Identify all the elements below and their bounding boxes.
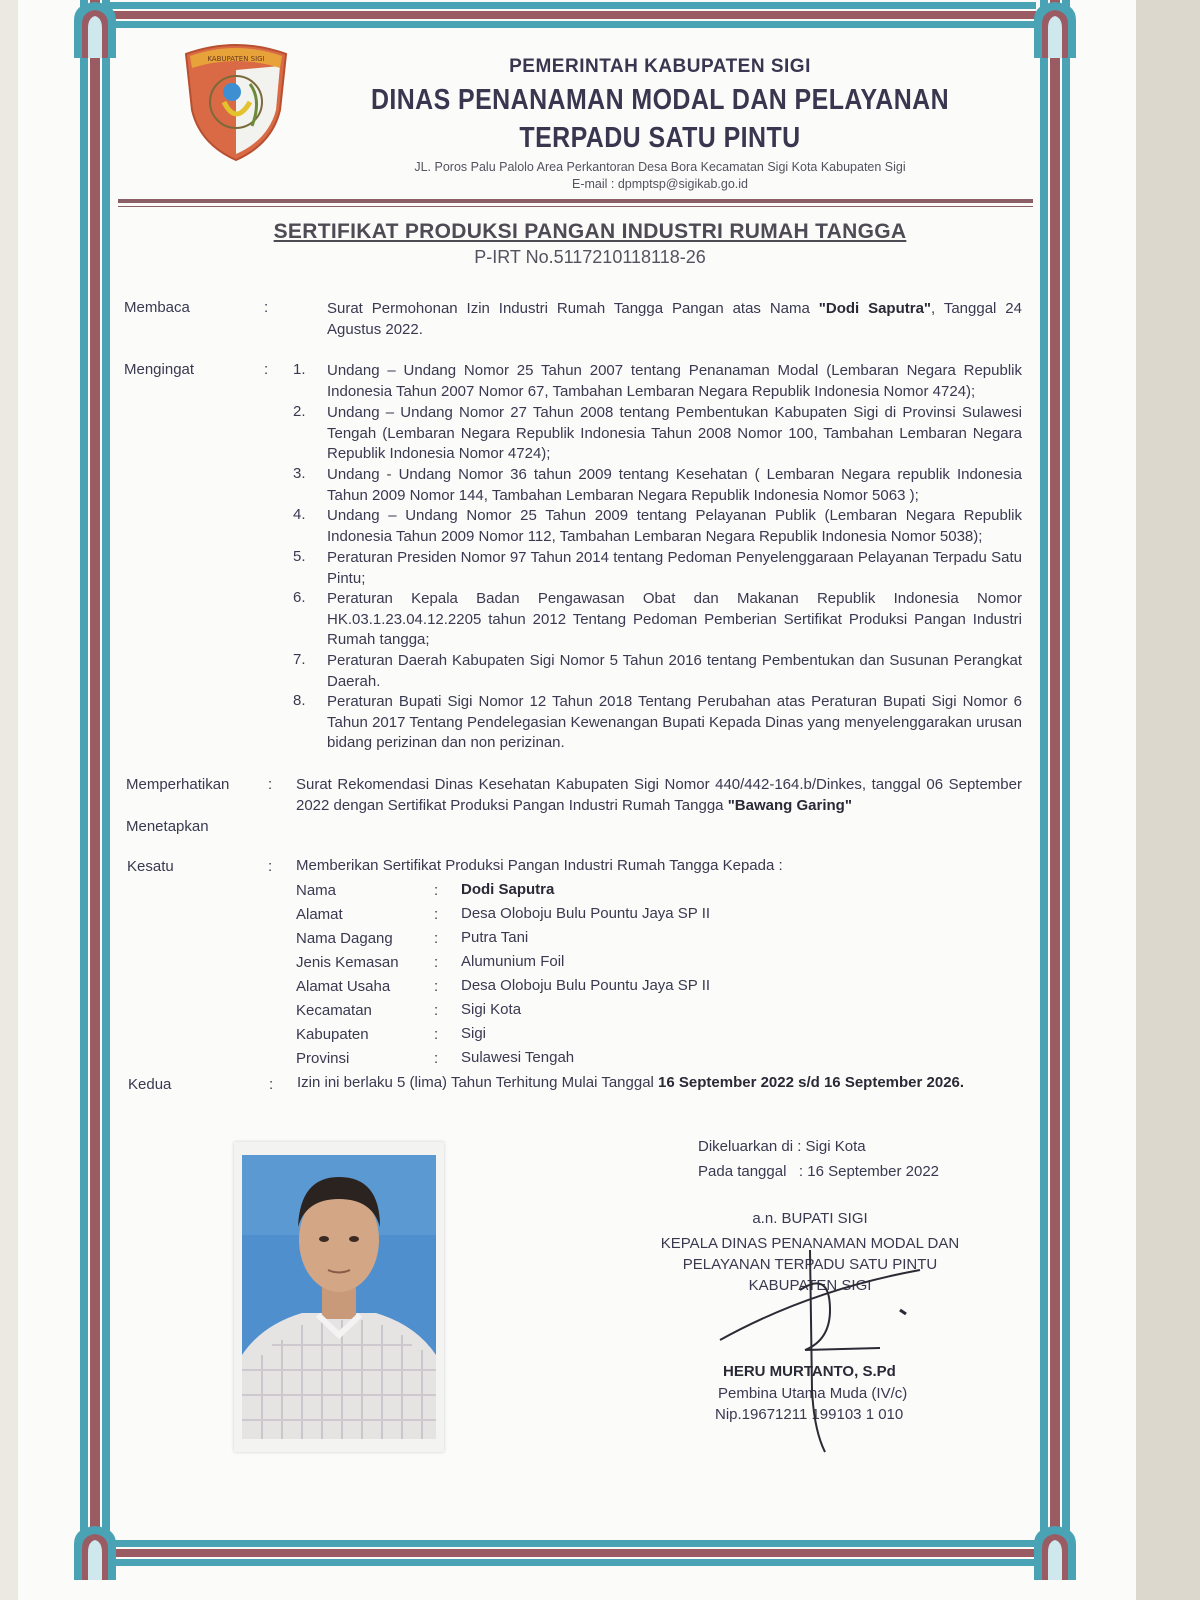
membaca-text xyxy=(327,299,1022,340)
list-item: Peraturan Bupati Sigi Nomor 12 Tahun 2018 Tentang Perubahan atas Peraturan Bupati Sigi Nomor 6 Tahun 2017 Tentang Pendelegasian Kewenangan Bupati Kepada Dinas yang menyelenggarakan urusan bidang perizinan dan non perizinan. xyxy=(327,693,1022,751)
corner-ornament-top-left xyxy=(68,0,122,58)
colon: : xyxy=(434,1002,439,1019)
signer-position-line1: KEPALA DINAS PENANAMAN MODAL DAN xyxy=(660,1235,960,1252)
field-value: Putra Tani xyxy=(461,929,529,946)
office-email: E-mail : dpmptsp@sigikab.go.id xyxy=(572,177,748,191)
kesatu-intro: Memberikan Sertifikat Produksi Pangan Industri Rumah Tangga Kepada : xyxy=(296,857,783,874)
list-number: 3. xyxy=(293,465,306,482)
memperhatikan-text xyxy=(296,775,1022,816)
certificate-title: SERTIFIKAT PRODUKSI PANGAN INDUSTRI RUMAH TANGGA xyxy=(273,220,907,243)
border-left xyxy=(80,0,110,1560)
field-value xyxy=(461,881,554,898)
colon: : xyxy=(269,1076,274,1093)
corner-ornament-bottom-right xyxy=(1028,1522,1082,1580)
colon: : xyxy=(268,776,273,793)
list-number: 1. xyxy=(293,361,306,378)
office-address: JL. Poros Palu Palolo Area Perkantoran Desa Bora Kecamatan Sigi Kota Kabupaten Sigi xyxy=(414,160,906,174)
field-key: Jenis Kemasan xyxy=(296,954,399,971)
colon: : xyxy=(264,361,269,378)
issued-on: Pada tanggal : 16 September 2022 xyxy=(698,1163,940,1180)
label-memperhatikan: Memperhatikan xyxy=(126,776,230,793)
border-right xyxy=(1040,0,1070,1560)
border-bottom xyxy=(90,1540,1036,1566)
list-number: 2. xyxy=(293,403,306,420)
field-value: Sigi xyxy=(461,1025,487,1042)
office-name-line2: TERPADU SATU PINTU xyxy=(519,122,801,154)
validity-period: 16 September 2022 s/d 16 September 2026. xyxy=(658,1074,965,1091)
membaca-text-part: Surat Permohonan Izin Industri Rumah Tangga Pangan atas Nama xyxy=(327,300,819,317)
field-value: Desa Oloboju Bulu Pountu Jaya SP II xyxy=(461,905,711,922)
label-menetapkan: Menetapkan xyxy=(126,818,209,835)
list-number: 4. xyxy=(293,506,306,523)
list-item: Undang – Undang Nomor 25 Tahun 2007 tentang Penanaman Modal (Lembaran Negara Republik Indonesia Tahun 2007 Nomor 67, Tambahan Lembaran Negara Republik Indonesia Nomor 4724); xyxy=(327,362,1022,400)
field-value: Sulawesi Tengah xyxy=(461,1049,575,1066)
list-number: 7. xyxy=(293,651,306,668)
list-item: Undang - Undang Nomor 36 tahun 2009 tentang Kesehatan ( Lembaran Negara republik Indonesia Tahun 2009 Nomor 144, Tambahan Lembaran Negara Republik Indonesia Nomor 5063 ); xyxy=(327,466,1022,504)
signer-position-line2: PELAYANAN TERPADU SATU PINTU xyxy=(682,1256,938,1273)
handwritten-signature xyxy=(700,1230,960,1460)
list-item: Undang – Undang Nomor 25 Tahun 2009 tentang Pelayanan Publik (Lembaran Negara Republik Indonesia Tahun 2009 Nomor 112, Tambahan Lembaran Negara Republik Indonesia Nomor 5038); xyxy=(327,507,1022,545)
signer-rank: Pembina Utama Muda (IV/c) xyxy=(718,1385,908,1402)
list-item: Peraturan Daerah Kabupaten Sigi Nomor 5 Tahun 2016 tentang Pembentukan dan Susunan Perangkat Daerah. xyxy=(327,652,1022,690)
holder-photo xyxy=(242,1155,436,1439)
memperhatikan-text-part: Surat Rekomendasi Dinas Kesehatan Kabupaten Sigi Nomor 440/442-164.b/Dinkes, tanggal 06 September 2022 dengan Sertifikat Produksi Pangan Industri Rumah Tangga xyxy=(296,776,1022,814)
list-item: Peraturan Presiden Nomor 97 Tahun 2014 tentang Pedoman Penyelenggaraan Pelayanan Terpadu Satu Pintu; xyxy=(327,549,1022,587)
kedua-text xyxy=(297,1073,1023,1094)
field-key: Nama Dagang xyxy=(296,930,393,947)
field-value: Sigi Kota xyxy=(461,1001,522,1018)
background-edge xyxy=(1136,0,1200,1600)
corner-ornament-top-right xyxy=(1028,0,1082,58)
field-key: Nama xyxy=(296,882,337,899)
colon: : xyxy=(434,1026,439,1043)
label-kedua: Kedua xyxy=(128,1076,172,1093)
corner-ornament-bottom-left xyxy=(68,1522,122,1580)
list-number: 6. xyxy=(293,589,306,606)
office-name-line1: DINAS PENANAMAN MODAL DAN PELAYANAN xyxy=(370,84,950,116)
issued-at: Dikeluarkan di : Sigi Kota xyxy=(698,1138,866,1155)
holder-name: Dodi Saputra xyxy=(461,881,555,898)
logo-text: KABUPATEN SIGI xyxy=(207,55,265,63)
colon: : xyxy=(434,1050,439,1067)
field-key: Kecamatan xyxy=(296,1002,372,1019)
colon: : xyxy=(434,882,439,899)
label-mengingat: Mengingat xyxy=(124,361,195,378)
product-name-bold: "Bawang Garing" xyxy=(727,796,852,814)
label-membaca: Membaca xyxy=(124,299,190,316)
kabupaten-sigi-logo xyxy=(180,40,292,162)
header-divider xyxy=(118,199,1033,203)
list-number: 5. xyxy=(293,548,306,565)
field-key: Alamat xyxy=(296,906,343,923)
label-kesatu: Kesatu xyxy=(127,858,174,875)
on-behalf-of: a.n. BUPATI SIGI xyxy=(752,1210,868,1227)
applicant-name-bold: "Dodi Saputra" xyxy=(818,300,932,317)
colon: : xyxy=(434,978,439,995)
field-value: Desa Oloboju Bulu Pountu Jaya SP II xyxy=(461,977,711,994)
field-value: Alumunium Foil xyxy=(461,953,565,970)
list-item: Peraturan Kepala Badan Pengawasan Obat dan Makanan Republik Indonesia Nomor HK.03.1.23.04.12.2205 tahun 2012 Tentang Pedoman Pemberian Sertifikat Produksi Pangan Industri Rumah tangga; xyxy=(327,590,1022,648)
list-item: Undang – Undang Nomor 27 Tahun 2008 tentang Pembentukan Kabupaten Sigi di Provinsi Sulawesi Tengah (Lembaran Negara Republik Indonesia Tahun 2008 Nomor 100, Tambahan Lembaran Negara Republik Indonesia Nomor 4724); xyxy=(327,404,1022,462)
colon: : xyxy=(264,299,269,316)
border-top xyxy=(90,2,1036,28)
header-divider-thin xyxy=(118,206,1033,207)
field-key: Kabupaten xyxy=(296,1026,369,1043)
colon: : xyxy=(434,906,439,923)
signer-name-bold: HERU MURTANTO, S.Pd xyxy=(723,1363,896,1380)
list-number: 8. xyxy=(293,692,306,709)
field-key: Provinsi xyxy=(296,1050,350,1067)
field-key: Alamat Usaha xyxy=(296,978,391,995)
signer-position-line3: KABUPATEN SIGI xyxy=(748,1277,872,1294)
certificate-number: P-IRT No.5117210118118-26 xyxy=(474,247,706,267)
colon: : xyxy=(434,954,439,971)
membaca-text-part: , Tanggal 24 Agustus 2022. xyxy=(327,300,1022,338)
kedua-text-part: Izin ini berlaku 5 (lima) Tahun Terhitung Mulai Tanggal xyxy=(297,1074,659,1091)
colon: : xyxy=(268,858,273,875)
colon: : xyxy=(434,930,439,947)
government-name: PEMERINTAH KABUPATEN SIGI xyxy=(509,56,811,77)
signer-nip: Nip.19671211 199103 1 010 xyxy=(715,1406,904,1423)
